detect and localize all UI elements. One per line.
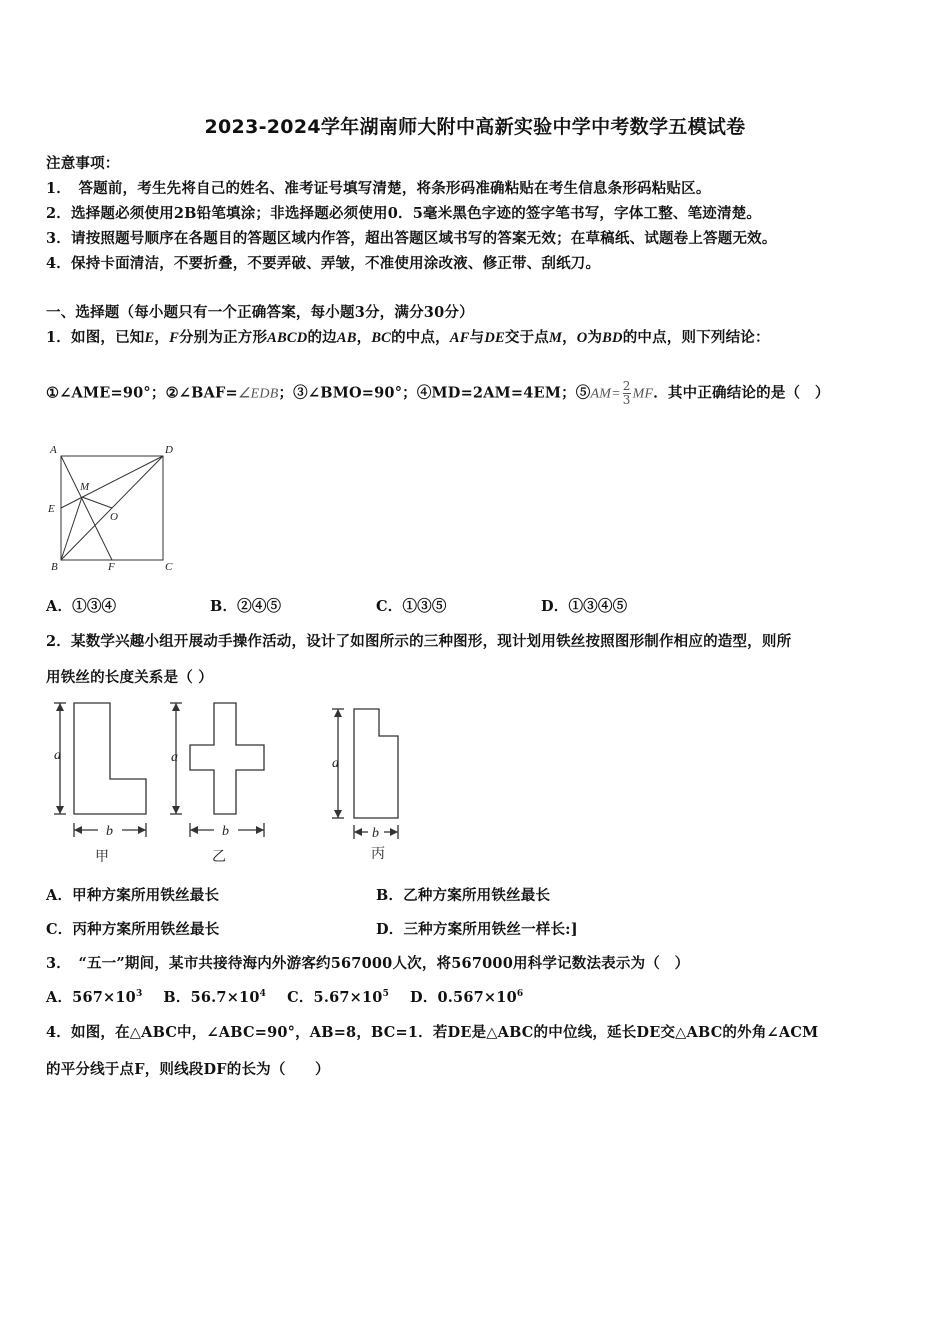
label-e: E — [48, 503, 55, 515]
q2-figures — [40, 695, 440, 870]
q1-conclusions: ①∠AME=90°；②∠BAF=∠EDB；③∠BMO=90°；④MD=2AM=4EM；⑤AM= $\frac{2}{3}$ MF．其中正确结论的是（ ） — [46, 379, 830, 407]
label-b: B — [51, 561, 58, 573]
shape-bing — [354, 709, 398, 818]
q3-option-b: B．$56.7\times 10^4$ — [163, 989, 267, 1006]
notice-item: 3．请按照题号顺序在各题目的答题区域内作答，超出答题区域书写的答案无效；在草稿纸、试题卷上答题无效。 — [46, 230, 777, 247]
label-a: a — [171, 750, 178, 765]
label-b: b — [106, 824, 113, 839]
q3-option-a: A．$567\times 10^3$ — [46, 989, 143, 1006]
label-f: F — [108, 561, 115, 573]
label-a: A — [50, 444, 57, 456]
q1-option-a: A．①③④ — [46, 598, 117, 615]
page-title: 2023-2024学年湖南师大附中高新实验中学中考数学五模试卷 — [204, 116, 746, 138]
q2-stem-line2: 用铁丝的长度关系是（ ） — [46, 669, 213, 686]
caption-bing: 丙 — [371, 846, 385, 862]
q2-option-a: A．甲种方案所用铁丝最长 — [46, 887, 220, 904]
q3-option-c: C．$5.67\times 10^5$ — [287, 989, 390, 1006]
q3-option-d: D．$0.567\times 10^6$ — [410, 989, 524, 1006]
label-b: b — [222, 824, 229, 839]
q1-stem: 1．如图，已知E，F分别为正方形ABCD的边AB，BC的中点，AF与DE交于点M，O为BD的中点，则下列结论： — [46, 329, 770, 346]
label-a: a — [54, 748, 61, 763]
label-b: b — [372, 826, 379, 841]
segment-de — [61, 456, 163, 508]
shape-yi — [190, 703, 264, 814]
notice-heading: 注意事项： — [46, 155, 120, 172]
q1-square-figure — [40, 440, 190, 575]
q3-stem: 3． “五一”期间，某市共接待海内外游客约567000人次，将567000用科学记数法表示为（ ） — [46, 955, 690, 972]
notice-item: 4．保持卡面清洁，不要折叠，不要弄破、弄皱，不准使用涂改液、修正带、刮纸刀。 — [46, 255, 601, 272]
q2-option-d: D．三种方案所用铁丝一样长:] — [376, 921, 578, 938]
q1-option-b: B．②④⑤ — [210, 598, 282, 615]
q4-stem-line2: 的平分线于点F，则线段DF的长为（ ） — [46, 1061, 330, 1078]
q2-option-c: C．丙种方案所用铁丝最长 — [46, 921, 220, 938]
section-heading: 一、选择题（每小题只有一个正确答案，每小题3分，满分30分） — [46, 304, 474, 321]
label-m: M — [80, 481, 90, 493]
q1-option-d: D．①③④⑤ — [541, 598, 628, 615]
notice-item: 1． 答题前，考生先将自己的姓名、准考证号填写清楚，将条形码准确粘贴在考生信息条形码粘贴区。 — [46, 180, 711, 197]
q4-stem-line1: 4．如图，在△ABC中，∠ABC=90°，AB=8，BC=1．若DE是△ABC的中位线，延长DE交△ABC的外角∠ACM — [46, 1024, 819, 1041]
label-a: a — [332, 756, 339, 771]
caption-yi: 乙 — [212, 849, 226, 865]
segment-af — [61, 456, 112, 560]
q2-stem-line1: 2．某数学兴趣小组开展动手操作活动，设计了如图所示的三种图形，现计划用铁丝按照图形制作相应的造型，则所 — [46, 633, 792, 650]
label-c: C — [165, 561, 173, 573]
label-d: D — [165, 444, 173, 456]
q1-option-c: C．①③⑤ — [376, 598, 447, 615]
q3-options — [46, 986, 523, 1007]
q2-option-b: B．乙种方案所用铁丝最长 — [376, 887, 551, 904]
notice-item: 2．选择题必须使用2B铅笔填涂；非选择题必须使用0．5毫米黑色字迹的签字笔书写，字体工整、笔迹清楚。 — [46, 205, 762, 222]
shape-jia — [74, 703, 146, 814]
label-o: O — [110, 511, 118, 523]
caption-jia: 甲 — [95, 849, 109, 865]
segment-mo — [82, 497, 112, 508]
